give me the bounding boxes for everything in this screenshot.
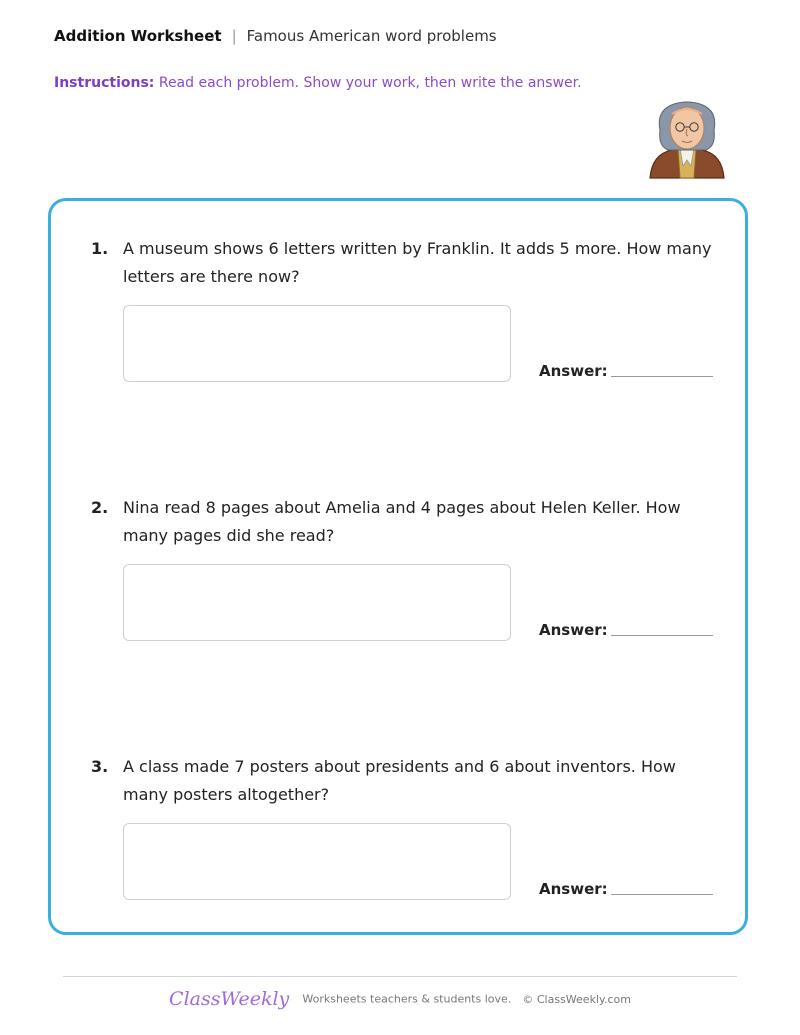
header-separator: | <box>231 27 237 45</box>
worksheet-title: Addition Worksheet <box>54 27 222 45</box>
worksheet-header <box>54 24 497 48</box>
problem-number: 3. <box>91 757 109 776</box>
problem-text: A museum shows 6 letters written by Franklin. It adds 5 more. How many letters are there now? <box>123 239 712 286</box>
answer-label: Answer: <box>539 621 608 639</box>
answer-line[interactable] <box>611 376 713 377</box>
footer <box>0 988 800 1010</box>
footer-divider <box>63 976 737 977</box>
answer-label: Answer: <box>539 362 608 380</box>
problem-text: A class made 7 posters about presidents and 6 about inventors. How many posters altogether? <box>123 757 676 804</box>
work-box[interactable] <box>123 305 511 382</box>
brand-logo: ClassWeekly <box>169 988 290 1010</box>
footer-copyright: © ClassWeekly.com <box>522 992 631 1006</box>
work-box[interactable] <box>123 823 511 900</box>
worksheet-subtitle: Famous American word problems <box>246 27 497 45</box>
instructions <box>54 72 582 94</box>
answer-label: Answer: <box>539 880 608 898</box>
problem-number: 2. <box>91 498 109 517</box>
instructions-text: Read each problem. Show your work, then write the answer. <box>158 75 582 91</box>
work-box[interactable] <box>123 564 511 641</box>
answer-line[interactable] <box>611 635 713 636</box>
problems-card <box>48 198 748 935</box>
answer-line[interactable] <box>611 894 713 895</box>
instructions-lead: Instructions: <box>54 75 155 91</box>
problem-text: Nina read 8 pages about Amelia and 4 pages about Helen Keller. How many pages did she read? <box>123 498 681 545</box>
footer-tagline: Worksheets teachers & students love. <box>302 992 512 1006</box>
problem-number: 1. <box>91 239 109 258</box>
benjamin-franklin-portrait-icon <box>644 94 730 182</box>
